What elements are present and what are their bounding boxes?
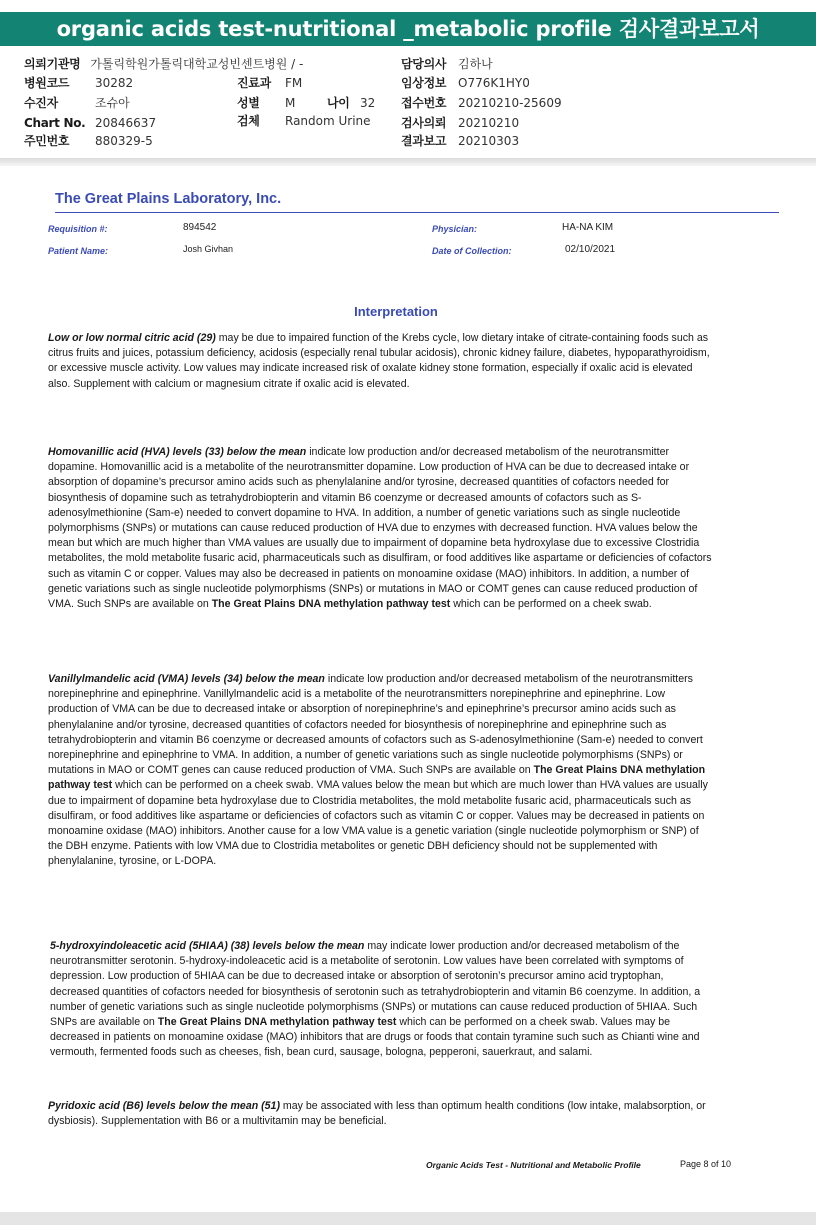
report-title: organic acids test-nutritional _metabolic profile 검사결과보고서 [0, 12, 816, 46]
department-value: FM [285, 76, 303, 90]
hospital-code-value: 30282 [95, 76, 134, 90]
request-date-label: 검사의뢰 [401, 116, 447, 130]
hiaa-paragraph [50, 939, 715, 1061]
b6-paragraph [48, 1099, 713, 1129]
resident-no-value: 880329-5 [95, 134, 153, 148]
citric-acid-text: may be due to impaired function of the Krebs cycle, low dietary intake of citrate-containing foods such as citrus fruits and juices, potassium deficiency, acidosis (especially renal tubular acidosis), chronic kidney failure, diabetes, hypoparathyroidism, or excessive muscle activity. Low values may indicate increased risk of oxalate kidney stone formation, especially if oxalic acid is elevated also. Supplement with calcium or magnesium citrate if oxalic acid is elevated. [48, 332, 710, 390]
hiaa-heading: 5-hydroxyindoleacetic acid (5HIAA) (38) levels below the mean [50, 940, 365, 952]
chart-no-value: 20846637 [95, 116, 157, 130]
interpretation-heading: Interpretation [354, 304, 438, 319]
specimen-value: Random Urine [285, 114, 371, 128]
resident-no-label: 주민번호 [24, 134, 70, 148]
collection-date-label: Date of Collection: [432, 246, 512, 256]
receipt-no-value: 20210210-25609 [458, 96, 562, 110]
footer-title: Organic Acids Test - Nutritional and Metabolic Profile [426, 1160, 641, 1170]
vma-tail: which can be performed on a cheek swab. VMA values below the mean but which are much lower than HVA values are usually due to impairment of dopamine beta hydroxylase due to Clostridia metabolites, the mold metabolite fusaric acid, pharmaceuticals such as disulfiram, or food additives like aspartame or deficiencies of cofactors such as vitamin C or copper. Values may be decreased in patients on monoamine oxidase (MAO) inhibitors. Another cause for a low VMA value is a genetic variation (single nucleotide polymorphism or SNP) of the DBH enzyme. Patients with low VMA due to Clostridia metabolites or genetic DBH deficiency should not be supplemented with phenylalanine, tyrosine, or L-DOPA. [48, 779, 708, 868]
vma-dna-test-name: The Great Plains DNA methylation pathway test [48, 764, 706, 792]
age-label: 나이 [327, 96, 350, 110]
citric-acid-paragraph [48, 331, 713, 392]
bottom-strip [0, 1212, 816, 1225]
patient-label: 수진자 [24, 96, 58, 110]
sex-label: 성별 [237, 96, 260, 110]
institution-value: 가톨릭학원가톨릭대학교성빈센트병원 / - [90, 57, 304, 71]
clinical-info-label: 임상정보 [401, 76, 447, 90]
hiaa-dna-test-name: The Great Plains DNA methylation pathway test [157, 1016, 397, 1029]
age-value: 32 [360, 96, 376, 110]
request-date-value: 20210210 [458, 116, 520, 130]
vma-heading: Vanillylmandelic acid (VMA) levels (34) below the mean [48, 673, 325, 685]
requisition-value: 894542 [183, 222, 217, 233]
requisition-label: Requisition #: [48, 224, 108, 234]
citric-acid-heading: Low or low normal citric acid (29) [48, 332, 216, 344]
patient-name-value: Josh Givhan [183, 244, 234, 254]
hva-tail: which can be performed on a cheek swab. [450, 598, 652, 611]
physician-label: Physician: [432, 224, 478, 234]
b6-heading: Pyridoxic acid (B6) levels below the mean (51) [48, 1100, 280, 1112]
physician-value: HA-NA KIM [562, 222, 614, 233]
page-number: Page 8 of 10 [680, 1159, 732, 1169]
report-date-label: 결과보고 [401, 134, 447, 148]
doctor-label: 담당의사 [401, 57, 447, 71]
sex-value: M [285, 96, 296, 110]
vma-text: indicate low production and/or decreased metabolism of the neurotransmitters norepinephrine and epinephrine. Vanillylmandelic acid is a metabolite of the neurotransmitters norepinephrine and epinephrine. Low production of VMA can be due to decreased intake or absorption of norepinephrine’s and epinephrine’s precursor amino acids such as phenylalanine and/or tyrosine, decreased quantities of cofactors needed for biosynthesis of norepinephrine and epinephrine such as tetrahydrobiopterin and vitamin B6 coenzyme or decreased amounts of cofactors such as S-adenosylmethionine (Sam-e) needed to convert norepinephrine and epinephrine to VMA. In addition, a number of genetic variations such as single nucleotide polymorphisms (SNPs) or mutations in MAO or COMT genes can cause reduced production of VMA. Such SNPs are available on [48, 673, 703, 777]
vma-paragraph [48, 672, 713, 870]
hva-paragraph [48, 445, 713, 612]
b6-text: may be associated with less than optimum health conditions (low intake, malabsorption, or dysbiosis). Supplementation with B6 or a multivitamin may be beneficial. [48, 1100, 706, 1128]
hiaa-text: may indicate lower production and/or decreased metabolism of the neurotransmitter serotonin. 5-hydroxy-indoleacetic acid is a metabolite of serotonin. Low values have been correlated with symptoms of depression. Low production of 5HIAA can be due to decreased intake or absorption of serotonin’s precursor amino acid tryptophan, decreased quantities of cofactors needed for biosynthesis of serotonin such as tetrahydrobiopterin and vitamin B6 coenzyme. In addition, a number of genetic variations such as single nucleotide polymorphisms (SNPs) or mutations can cause reduced production of 5HIAA. Such SNPs are available on [50, 940, 701, 1029]
receipt-no-label: 접수번호 [401, 96, 447, 110]
clinical-info-value: O776K1HY0 [458, 76, 530, 90]
institution-row [24, 56, 303, 72]
hiaa-tail: which can be performed on a cheek swab. Values may be decreased in patients on monoamine oxidase (MAO) inhibitors that are drugs or foods that contain tyramine such such as Chianti wine and vermouth, fermented foods such as cheeses, fish, bean curd, sausage, bologna, pepperoni, sauerkraut, and salami. [50, 1016, 700, 1059]
patient-name-label: Patient Name: [48, 246, 109, 256]
collection-date-value: 02/10/2021 [565, 244, 616, 255]
chart-no-label: Chart No. [24, 116, 86, 130]
hva-dna-test-name: The Great Plains DNA methylation pathway test [211, 598, 451, 611]
hva-heading: Homovanillic acid (HVA) levels (33) below the mean [48, 446, 307, 458]
department-label: 진료과 [237, 76, 271, 90]
header-separator [0, 158, 816, 166]
hospital-code-label: 병원코드 [24, 76, 70, 90]
lab-name: The Great Plains Laboratory, Inc. [55, 191, 282, 207]
lab-underline [55, 212, 779, 213]
patient-value: 조슈아 [95, 96, 130, 110]
specimen-label: 검체 [237, 114, 260, 128]
institution-label: 의뢰기관명 [24, 57, 81, 71]
hva-text: indicate low production and/or decreased metabolism of the neurotransmitter dopamine. Homovanillic acid is a metabolite of the neurotransmitter dopamine. Low production of HVA can be due to decreased intake or absorption of dopamine’s precursor amino acids such as phenylalanine and/or tyrosine, decreased quantities of cofactors needed for biosynthesis of dopamine such as tetrahydrobiopterin and vitamin B6 coenzyme or decreased amounts of cofactors such as S-adenosylmethionine (Sam-e) needed to convert dopamine to HVA. In addition, a number of genetic variations such as single nucleotide polymorphisms (SNPs) or mutations can cause reduced production of HVA due to enzymes with decreased function. HVA values below the mean but which are much higher than VMA values are usually due to impairment of dopamine beta hydroxylase due to excessive Clostridia metabolites, the mold metabolite fusaric acid, pharmaceuticals such as disulfiram, or food additives like aspartame or deficiencies of cofactors such as vitamin C or copper. Values may also be decreased in patients on monoamine oxidase (MAO) inhibitors. In addition, a number of genetic variations such as single nucleotide polymorphisms (SNPs) or mutations in MAO or COMT genes can cause reduced production of VMA. Such SNPs are available on [48, 446, 712, 611]
doctor-value: 김하나 [458, 57, 493, 71]
report-date-value: 20210303 [458, 134, 520, 148]
